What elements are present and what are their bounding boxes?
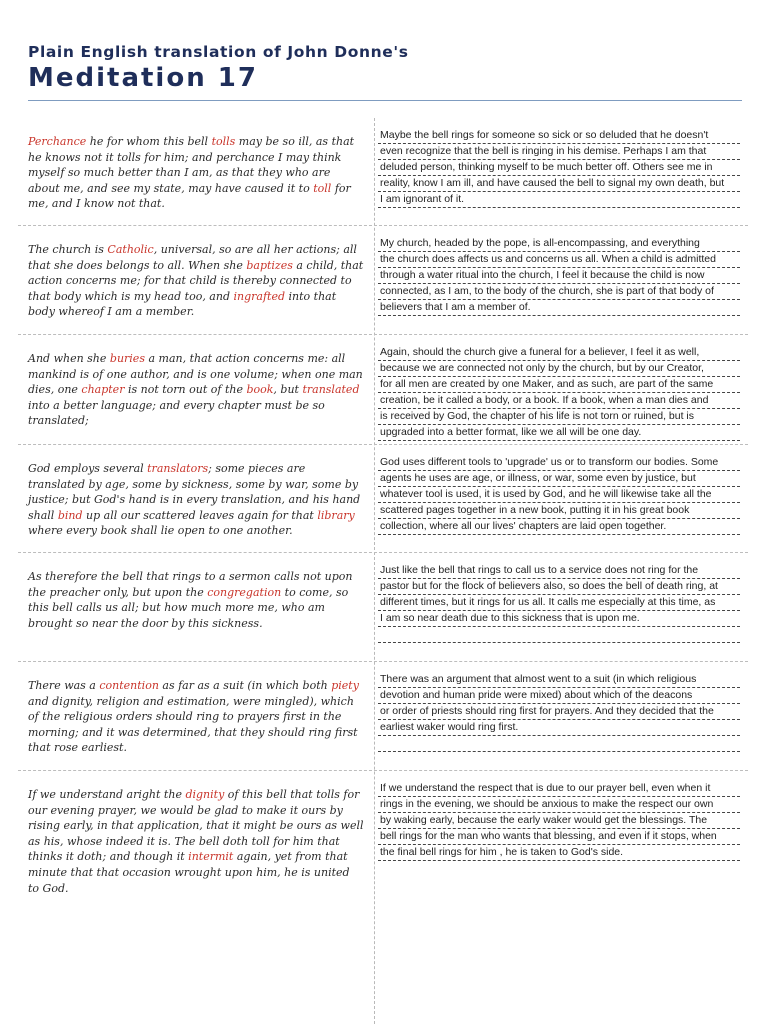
highlighted-word: ingrafted — [233, 289, 286, 303]
text-segment: for me, and I know not that. — [28, 181, 351, 211]
translation-line: or order of priests should ring first for prayers. And they decided that the — [378, 704, 740, 720]
passage-row — [18, 118, 748, 226]
translation-line: through a water ritual into the church, I feel it because the child is now — [378, 268, 740, 284]
text-segment: again, yet from that minute that that occasion wrought upon him, he is united to God. — [28, 850, 350, 895]
page-title: Meditation 17 — [28, 63, 258, 93]
highlighted-word: dignity — [185, 788, 225, 801]
highlighted-word: tolls — [211, 135, 236, 148]
translation-line — [378, 627, 740, 643]
text-segment: as far as a suit (in which both — [158, 679, 332, 692]
highlighted-word: translators — [147, 462, 209, 475]
highlighted-word: toll — [313, 181, 332, 195]
translation-line: creation, be it called a body, or a book. If a book, when a man dies and — [378, 393, 740, 409]
translation-line: I am ignorant of it. — [378, 192, 740, 208]
translation-line: devotion and human pride were mixed) about which of the deacons — [378, 688, 740, 704]
translation-line: believers that I am a member of. — [378, 300, 740, 316]
highlighted-word: Catholic — [107, 243, 154, 256]
translation-line: by waking early, because the early waker would get the blessings. The — [378, 813, 740, 829]
header-rule — [28, 100, 742, 101]
passage-row — [18, 335, 748, 445]
text-segment: As therefore the bell that rings to a sermon calls not upon the preacher only, but upon the — [28, 570, 353, 599]
text-segment: And when she — [28, 352, 110, 365]
highlighted-word: translated — [302, 383, 360, 397]
highlighted-word: buries — [109, 352, 145, 365]
translation-line: the church does affects us and concerns us all. When a child is admitted — [378, 252, 740, 268]
text-segment: into that body whereof I am a member. — [28, 289, 337, 319]
translation-line: upgraded into a better format, like we all will be one day. — [378, 425, 740, 441]
passage-row — [18, 553, 748, 662]
text-segment: he for whom this bell — [86, 135, 212, 148]
translation-line: If we understand the respect that is due to our prayer bell, even when it — [378, 781, 740, 797]
translation-line: different times, but it rings for us all. It calls me especially at this time, as — [378, 595, 740, 611]
translation-line: rings in the evening, we should be anxious to make the respect our own — [378, 797, 740, 813]
highlighted-word: congregation — [207, 585, 282, 599]
translation-line — [378, 736, 740, 752]
translation-text — [378, 781, 740, 861]
translation-line: God uses different tools to 'upgrade' us or to transform our bodies. Some — [378, 455, 740, 471]
translation-line: scattered pages together in a new book, putting it in his great book — [378, 503, 740, 519]
translation-line: reality, know I am ill, and have caused the bell to signal my own death, but — [378, 176, 740, 192]
translation-line: pastor but for the flock of believers also, so does the bell of death ring, at — [378, 579, 740, 595]
passage-row — [18, 226, 748, 335]
translation-text — [378, 128, 740, 208]
original-text — [28, 351, 364, 429]
passage-row — [18, 662, 748, 771]
text-segment: a child, that action concerns me; for that child is thereby connected to that body which is my head too, and — [28, 258, 364, 303]
text-segment: , but — [273, 383, 303, 397]
text-segment: ; some pieces are translated by age, some by sickness, some by war, some by justice; but God's hand is in every translation, and his hand shall — [28, 462, 361, 522]
text-segment: a man, that action concerns me: all mankind is of one author, and is one volume; when one man dies, one — [28, 352, 363, 397]
translation-line: My church, headed by the pope, is all-encompassing, and everything — [378, 236, 740, 252]
original-text — [28, 678, 364, 756]
translation-text — [378, 345, 740, 441]
original-text — [28, 242, 364, 320]
passage-row — [18, 445, 748, 553]
passage-row — [18, 771, 748, 901]
highlighted-word: baptizes — [246, 258, 293, 272]
text-segment: God employs several — [28, 462, 148, 475]
text-segment: and dignity, religion and estimation, were mingled), which of the religious orders should ring to prayers first in the morning; and it was determined, that they should ring first that rose earliest. — [28, 694, 358, 755]
translation-line: for all men are created by one Maker, and as such, are part of the same — [378, 377, 740, 393]
highlighted-word: piety — [331, 679, 359, 692]
translation-text — [378, 563, 740, 643]
highlighted-word: intermit — [188, 850, 234, 864]
text-segment: up all our scattered leaves again for that — [82, 508, 318, 522]
highlighted-word: book — [246, 383, 274, 397]
translation-line: the final bell rings for him , he is taken to God's side. — [378, 845, 740, 861]
translation-line: connected, as I am, to the body of the church, she is part of that body of — [378, 284, 740, 300]
translation-line: because we are connected not only by the church, but by our Creator, — [378, 361, 740, 377]
translation-text — [378, 236, 740, 316]
original-text — [28, 569, 364, 631]
text-segment: , universal, so are all her actions; all that she does belongs to all. When she — [28, 243, 357, 272]
translation-line: There was an argument that almost went to a suit (in which religious — [378, 672, 740, 688]
translation-line: Again, should the church give a funeral for a believer, I feel it as well, — [378, 345, 740, 361]
text-segment: The church is — [28, 243, 108, 256]
text-segment: There was a — [28, 679, 100, 692]
translation-line: bell rings for the man who wants that blessing, and even if it stops, when — [378, 829, 740, 845]
translation-line: whatever tool is used, it is used by God, and he will likewise take all the — [378, 487, 740, 503]
page-subtitle: Plain English translation of John Donne's — [28, 43, 409, 61]
translation-line: earliest waker would ring first. — [378, 720, 740, 736]
translation-line: Just like the bell that rings to call us to a service does not ring for the — [378, 563, 740, 579]
text-segment: If we understand aright the — [28, 788, 186, 801]
highlighted-word: library — [317, 508, 355, 522]
text-segment: into a better language; and every chapter must be so translated; — [28, 398, 325, 428]
highlighted-word: bind — [57, 508, 83, 522]
translation-text — [378, 672, 740, 752]
translation-line: is received by God, the chapter of his life is not torn or ruined, but is — [378, 409, 740, 425]
text-segment: is not torn out of the — [124, 383, 247, 397]
highlighted-word: Perchance — [28, 135, 87, 148]
translation-line: Maybe the bell rings for someone so sick or so deluded that he doesn't — [378, 128, 740, 144]
highlighted-word: contention — [99, 679, 159, 692]
translation-line: collection, where all our lives' chapters are laid open together. — [378, 519, 740, 535]
translation-line: agents he uses are age, or illness, or war, some even by justice, but — [378, 471, 740, 487]
text-segment: of this bell that tolls for our evening prayer, we would be glad to make it ours by rising early, in that application, that it might be ours as well as his, whose indeed it is. The bell doth toll for him that thinks it doth; and though it — [28, 788, 364, 864]
text-segment: where every book shall lie open to one another. — [28, 524, 293, 538]
original-text — [28, 134, 364, 212]
highlighted-word: chapter — [81, 383, 125, 397]
translation-text — [378, 455, 740, 535]
original-text — [28, 787, 364, 896]
translation-line: even recognize that the bell is ringing in his demise. Perhaps I am that — [378, 144, 740, 160]
translation-line: I am so near death due to this sickness that is upon me. — [378, 611, 740, 627]
original-text — [28, 461, 364, 539]
page-header — [28, 42, 742, 93]
text-segment: may be so ill, as that he knows not it tolls for him; and perchance I may think myself so much better than I am, as that they who are about me, and see my state, may have caused it to — [28, 135, 355, 195]
text-segment: to come, so this bell calls us all; but how much more me, who am brought so near the door by this sickness. — [28, 585, 349, 630]
translation-line: deluded person, thinking myself to be much better off. Others see me in — [378, 160, 740, 176]
